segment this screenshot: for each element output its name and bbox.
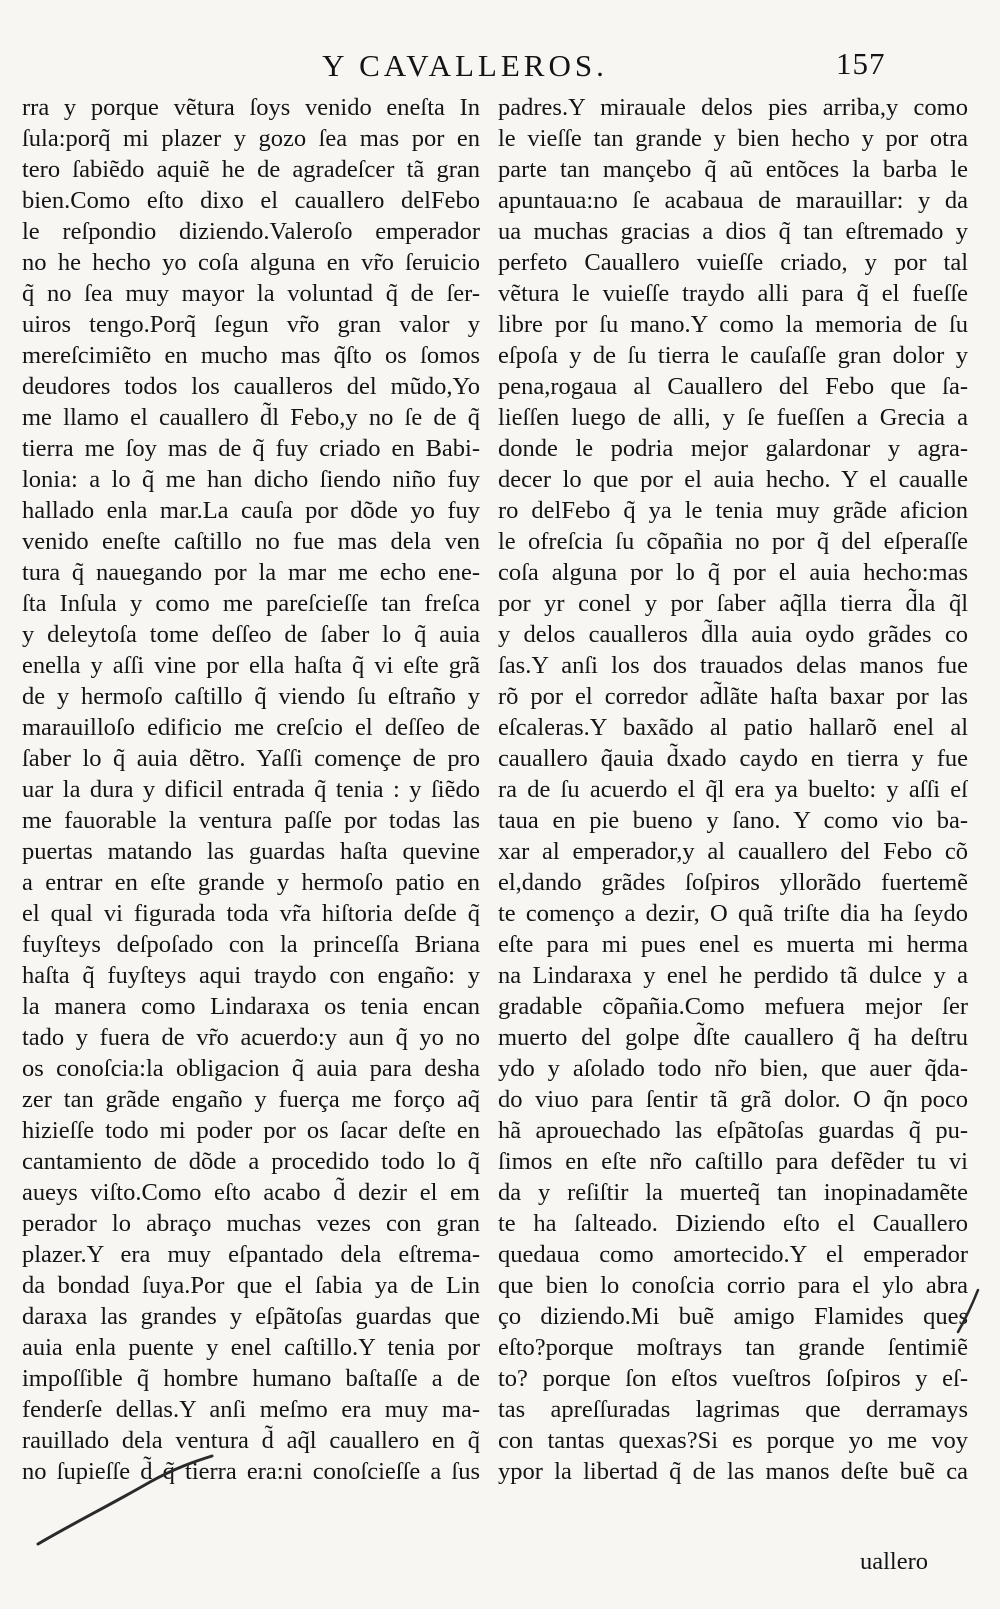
right-column-line: coſa alguna por lo q̃ por el auia hecho:mas bbox=[498, 559, 968, 586]
right-column-line: apuntaua:no ſe acabaua de marauillar: y da bbox=[498, 187, 968, 214]
left-column-line: fuyſteys deſpoſado con la princeſſa Briana bbox=[22, 931, 480, 958]
right-column-line: hã aprouechado las eſpãtoſas guardas q̃ pu- bbox=[498, 1117, 968, 1144]
left-column-line: rra y porque vẽtura ſoys venido eneſta In bbox=[22, 94, 480, 121]
right-column-line: taua en pie bueno y ſano. Y como vio ba- bbox=[498, 807, 968, 834]
margin-flourish-right bbox=[958, 1290, 978, 1332]
right-column-line: rõ por el corredor ad̃lãte haſta baxar por las bbox=[498, 683, 968, 710]
left-column-line: haſta q̃ fuyſteys aqui traydo con engaño: y bbox=[22, 962, 480, 989]
right-column-line: ydo y aſolado todo nr̃o bien, que auer q̃da- bbox=[498, 1055, 968, 1082]
left-column-line: cantamiento de dõde a procedido todo lo q̃ bbox=[22, 1148, 480, 1175]
left-column-line: fenderſe dellas.Y anſi meſmo era muy ma- bbox=[22, 1396, 480, 1423]
left-column-line: deudores todos los caualleros del mũdo,Yo bbox=[22, 373, 480, 400]
left-column-line: marauilloſo edificio me creſcio el deſſeo de bbox=[22, 714, 480, 741]
right-column-line: na Lindaraxa y enel he perdido tã dulce y a bbox=[498, 962, 968, 989]
catchword: uallero bbox=[860, 1548, 929, 1575]
left-column-line: zer tan grãde engaño y fuerça me forço aq̃ bbox=[22, 1086, 480, 1113]
right-column-line: donde le podria mejor galardonar y agra- bbox=[498, 435, 968, 462]
left-column-line: perador lo abraço muchas vezes con gran bbox=[22, 1210, 480, 1237]
right-column-line: el,dando grãdes ſoſpiros yllorãdo fuertemẽ bbox=[498, 869, 968, 896]
left-column-line: tierra me ſoy mas de q̃ fuy criado en Babi- bbox=[22, 435, 480, 462]
left-column-line: uar la dura y dificil entrada q̃ tenia : y ſiẽdo bbox=[22, 776, 480, 803]
right-column-line: por yr conel y por ſaber aq̃lla tierra d̃la q̃l bbox=[498, 590, 968, 617]
right-column-line: te començo a dezir, O quã triſte dia ha ſeydo bbox=[498, 900, 968, 927]
left-column-line: tado y fuera de vr̃o acuerdo:y aun q̃ yo no bbox=[22, 1024, 480, 1051]
right-column-line: muerto del golpe d̃ſte cauallero q̃ ha deſtru bbox=[498, 1024, 968, 1051]
left-column-line: puertas matando las guardas haſta quevine bbox=[22, 838, 480, 865]
left-column-line: ſula:porq̃ mi plazer y gozo ſea mas por en bbox=[22, 125, 480, 152]
left-column-line: tura q̃ nauegando por la mar me echo ene- bbox=[22, 559, 480, 586]
right-column-line: ro delFebo q̃ ya le tenia muy grãde aficion bbox=[498, 497, 968, 524]
left-column-line: y deleytoſa tome deſſeo de ſaber lo q̃ auia bbox=[22, 621, 480, 648]
right-column-line: vẽtura le vuieſſe traydo alli para q̃ el fueſſe bbox=[498, 280, 968, 307]
left-column-line: q̃ no ſea muy mayor la voluntad q̃ de ſer- bbox=[22, 280, 480, 307]
right-column-line: eſte para mi pues enel es muerta mi herma bbox=[498, 931, 968, 958]
right-column-line: quedaua como amortecido.Y el emperador bbox=[498, 1241, 968, 1268]
right-column-line: te ha ſalteado. Diziendo eſto el Cauallero bbox=[498, 1210, 968, 1237]
right-column-line: que bien lo conoſcia corrio para el ylo abra bbox=[498, 1272, 968, 1299]
right-column-line: padres.Y mirauale delos pies arriba,y como bbox=[498, 94, 968, 121]
right-column-line: ço diziendo.Mi buẽ amigo Flamides ques bbox=[498, 1303, 968, 1330]
left-column-line: venido eneſte caſtillo no fue mas dela ven bbox=[22, 528, 480, 555]
left-column-line: impoſſible q̃ hombre humano baſtaſſe a de bbox=[22, 1365, 480, 1392]
right-column-line: decer lo que por el auia hecho. Y el caualle bbox=[498, 466, 968, 493]
left-column-line: plazer.Y era muy eſpantado dela eſtrema- bbox=[22, 1241, 480, 1268]
left-column-line: lonia: a lo q̃ me han dicho ſiendo niño fuy bbox=[22, 466, 480, 493]
right-column-line: do viuo para ſentir tã grã dolor. O q̃n poco bbox=[498, 1086, 968, 1113]
left-column-line: no ſupieſſe d̃ q̃ tierra era:ni conoſcieſſe a ſus bbox=[22, 1458, 480, 1485]
left-column-line: ſta Inſula y como me pareſcieſſe tan freſca bbox=[22, 590, 480, 617]
left-column-line: auia enla puente y enel caſtillo.Y tenia por bbox=[22, 1334, 480, 1361]
left-column-line: no he hecho yo coſa alguna en vr̃o ſeruicio bbox=[22, 249, 480, 276]
left-column-line: de y hermoſo caſtillo q̃ viendo ſu eſtraño y bbox=[22, 683, 480, 710]
right-column-line: cauallero q̃auia d̃xado caydo en tierra y fue bbox=[498, 745, 968, 772]
right-column-line: ra de ſu acuerdo el q̃l era ya buelto: y aſſi eſ bbox=[498, 776, 968, 803]
left-column-line: hizieſſe todo mi poder por os ſacar deſte en bbox=[22, 1117, 480, 1144]
left-column-line: tero ſabiẽdo aquiẽ he de agradeſcer tã gran bbox=[22, 156, 480, 183]
left-column-line: hallado enla mar.La cauſa por dõde yo fuy bbox=[22, 497, 480, 524]
right-column-line: xar al emperador,y al cauallero del Febo cõ bbox=[498, 838, 968, 865]
left-column-line: os conoſcia:la obligacion q̃ auia para desha bbox=[22, 1055, 480, 1082]
left-column-line: me llamo el cauallero d̃l Febo,y no ſe de q̃ bbox=[22, 404, 480, 431]
right-column-line: ſas.Y anſi los dos trauados delas manos fue bbox=[498, 652, 968, 679]
left-column-line: mereſcimiẽto en mucho mas q̃ſto os ſomos bbox=[22, 342, 480, 369]
right-column-line: ſimos en eſte nr̃o caſtillo para defẽder tu vi bbox=[498, 1148, 968, 1175]
right-column-line: tas apreſſuradas lagrimas que derramays bbox=[498, 1396, 968, 1423]
right-column-line: perfeto Cauallero vuieſſe criado, y por tal bbox=[498, 249, 968, 276]
right-column-line: con tantas quexas?Si es porque yo me voy bbox=[498, 1427, 968, 1454]
right-column-line: eſcaleras.Y baxãdo al patio hallarõ enel al bbox=[498, 714, 968, 741]
right-column-line: le ofreſcia ſu cõpañia no por q̃ del eſperaſſe bbox=[498, 528, 968, 555]
margin-flourish-bottom bbox=[38, 1456, 212, 1544]
left-column-line: a entrar en eſte grande y hermoſo patio en bbox=[22, 869, 480, 896]
right-column-line: da y reſiſtir la muerteq̃ tan inopinadamẽte bbox=[498, 1179, 968, 1206]
left-column-line: la manera como Lindaraxa os tenia encan bbox=[22, 993, 480, 1020]
right-column-line: y delos caualleros d̃lla auia oydo grãdes co bbox=[498, 621, 968, 648]
right-column-line: pena,rogaua al Cauallero del Febo que ſa- bbox=[498, 373, 968, 400]
right-column-line: parte tan mançebo q̃ aũ entõces la barba le bbox=[498, 156, 968, 183]
left-column-line: le reſpondio diziendo.Valeroſo emperador bbox=[22, 218, 480, 245]
left-column-line: daraxa las grandes y eſpãtoſas guardas que bbox=[22, 1303, 480, 1330]
left-column-line: bien.Como eſto dixo el cauallero delFebo bbox=[22, 187, 480, 214]
right-column-line: gradable cõpañia.Como mefuera mejor ſer bbox=[498, 993, 968, 1020]
right-column-line: ypor la libertad q̃ de las manos deſte buẽ ca bbox=[498, 1458, 968, 1485]
left-column-line: ſaber lo q̃ auia dẽtro. Yaſſi començe de pro bbox=[22, 745, 480, 772]
left-column-line: me fauorable la ventura paſſe por todas las bbox=[22, 807, 480, 834]
left-column-line: aueys viſto.Como eſto acabo d̃ dezir el em bbox=[22, 1179, 480, 1206]
right-column-line: to? porque ſon eſtos vueſtros ſoſpiros y eſ- bbox=[498, 1365, 968, 1392]
right-column-line: lieſſen luego de alli, y ſe fueſſen a Grecia a bbox=[498, 404, 968, 431]
left-column-line: el qual vi figurada toda vr̃a hiſtoria deſde q̃ bbox=[22, 900, 480, 927]
right-column-line: le vieſſe tan grande y bien hecho y por otra bbox=[498, 125, 968, 152]
left-column-line: rauillado dela ventura d̃ aq̃l cauallero en q̃ bbox=[22, 1427, 480, 1454]
left-column-line: uiros tengo.Porq̃ ſegun vr̃o gran valor y bbox=[22, 311, 480, 338]
left-column-line: da bondad ſuya.Por que el ſabia ya de Lin bbox=[22, 1272, 480, 1299]
page-number: 157 bbox=[836, 46, 886, 81]
running-title: Y CAVALLEROS. bbox=[322, 48, 608, 83]
left-column-line: enella y aſſi vine por ella haſta q̃ vi eſte grã bbox=[22, 652, 480, 679]
right-column-line: eſto?porque moſtrays tan grande ſentimiẽ bbox=[498, 1334, 968, 1361]
right-column-line: eſpoſa y de ſu tierra le cauſaſſe gran dolor y bbox=[498, 342, 968, 369]
right-column-line: ua muchas gracias a dios q̃ tan eſtremado y bbox=[498, 218, 968, 245]
right-column-line: libre por ſu mano.Y como la memoria de ſu bbox=[498, 311, 968, 338]
